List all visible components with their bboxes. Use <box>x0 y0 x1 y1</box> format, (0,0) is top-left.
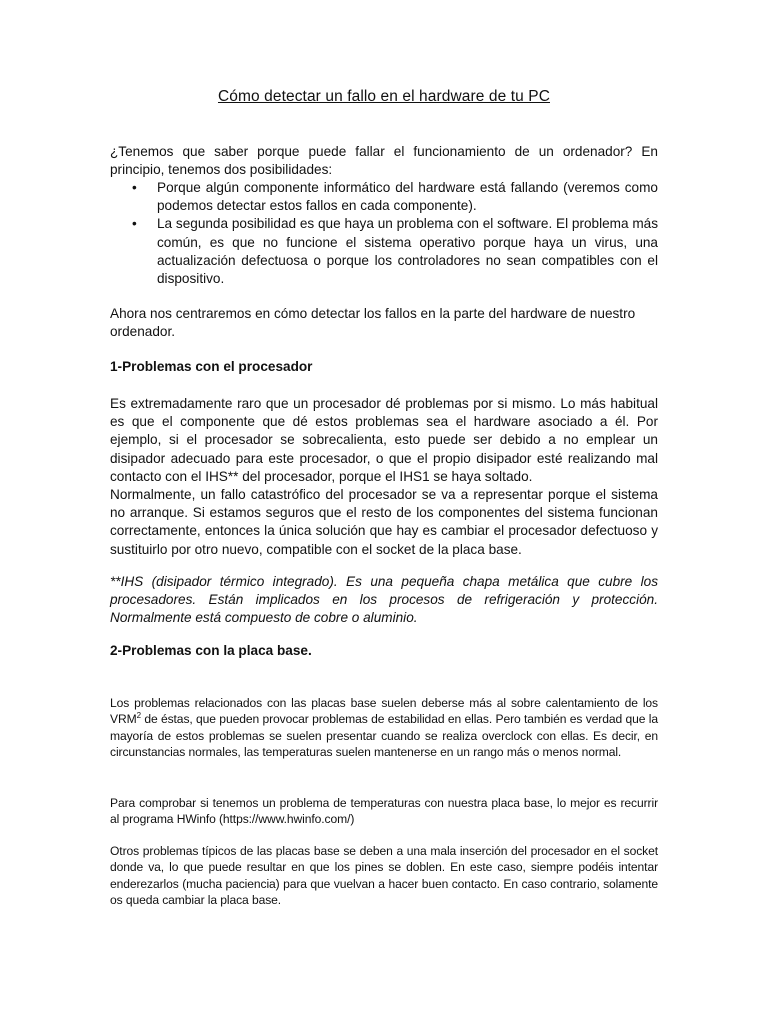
bullet-icon: • <box>132 216 137 232</box>
document-title: Cómo detectar un fallo en el hardware de tu PC <box>217 88 550 105</box>
paragraph-text-start: Los problemas relacionados con las placas base suelen deberse más al sobre calentamiento de los VRM <box>110 696 658 727</box>
section-heading-motherboard: 2-Problemas con la placa base. <box>110 643 312 658</box>
intro-paragraph: ¿Tenemos que saber porque puede fallar el funcionamiento de un ordenador? En principio, tenemos dos posibilidades: <box>110 144 658 178</box>
motherboard-paragraph-3: Otros problemas típicos de las placas base se deben a una mala inserción del procesador en el socket donde va, lo que puede resultar en que los pines se doblen. En este caso, siempre podéis intentar enderezarlos (mucha paciencia) para que vuelvan a hacer buen contacto. En caso contrario, solamente os queda cambiar la placa base. <box>110 844 658 908</box>
focus-paragraph: Ahora nos centraremos en cómo detectar los fallos en la parte del hardware de nuestro ordenador. <box>110 306 636 340</box>
bullet-icon: • <box>132 180 137 195</box>
list-item-text: La segunda posibilidad es que haya un problema con el software. El problema más común, es que no funcione el sistema operativo porque haya un virus, una actualización defectuosa o porque los controladores no sean compatibles con el dispositivo. <box>157 216 659 287</box>
possibilities-list <box>110 179 658 288</box>
motherboard-paragraph-2: Para comprobar si tenemos un problema de temperaturas con nuestra placa base, lo mejor es recurrir al programa HWinfo (https://www.hwinfo.com/) <box>110 796 658 827</box>
ihs-footnote: **IHS (disipador térmico integrado). Es una pequeña chapa metálica que cubre los procesadores. Están implicados en los procesos de refrigeración y protección. Normalmente está compuesto de cobre o aluminio. <box>110 574 658 626</box>
footnote-marker: 2 <box>136 711 141 721</box>
motherboard-paragraph-1 <box>110 695 658 761</box>
list-item <box>110 215 658 288</box>
processor-paragraph-1: Es extremadamente raro que un procesador dé problemas por si mismo. Lo más habitual es que el componente que dé estos problemas sea el hardware asociado a él. Por ejemplo, si el procesador se sobrecalienta, esto puede ser debido a no emplear un disipador adecuado para este procesador, o que el propio disipador esté realizando mal contacto con el IHS** del procesador, porque el IHS1 se haya soltado. <box>110 396 658 484</box>
paragraph-text-end: de éstas, que pueden provocar problemas de estabilidad en ellas. Pero también es verdad que la mayoría de estos problemas se suelen presentar cuando se realiza overclock con ellas. Es decir, en circunstancias normales, las temperaturas suelen mantenerse en un rango más o menos normal. <box>110 712 658 760</box>
processor-paragraph-2: Normalmente, un fallo catastrófico del procesador se va a representar porque el sistema no arranque. Si estamos seguros que el resto de los componentes del sistema funcionan correctamente, entonces la única solución que hay es cambiar el procesador defectuoso y sustituirlo por otro nuevo, compatible con el socket de la placa base. <box>110 487 658 557</box>
list-item-text: Porque algún componente informático del hardware está fallando (veremos como podemos detectar estos fallos en cada componente). <box>157 180 658 214</box>
list-item <box>110 179 658 215</box>
section-heading-processor: 1-Problemas con el procesador <box>110 359 313 374</box>
